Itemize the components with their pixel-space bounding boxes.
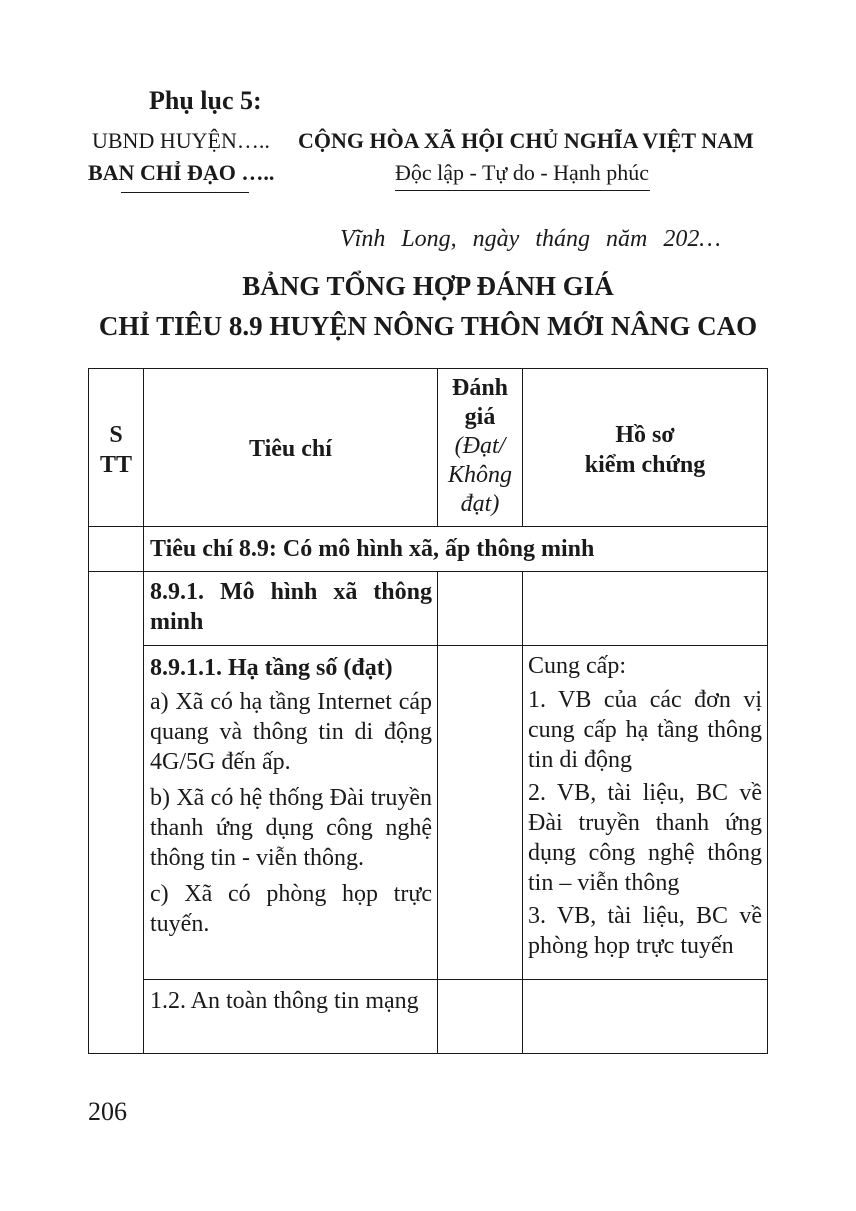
row2-criteria-b: b) Xã có hệ thống Đài truyền thanh ứng dụng công nghệ thông tin - viễn thông.: [150, 785, 432, 871]
header-evidence-line1: Hồ sơ: [615, 422, 675, 448]
header-evidence-line2: kiểm chứng: [584, 452, 706, 478]
issuing-committee: BAN CHỈ ĐẠO …..: [88, 160, 275, 185]
row1-criteria: 8.9.1. Mô hình xã thông minh: [150, 579, 432, 635]
row3-evidence-cell: [522, 979, 768, 1054]
row3-criteria: 1.2. An toàn thông tin mạng: [150, 988, 419, 1014]
page-number: 206: [88, 1097, 127, 1126]
header-stt: [88, 420, 144, 480]
row2-criteria-a: a) Xã có hạ tầng Internet cáp quang và thông tin di động 4G/5G đến ấp.: [150, 689, 432, 775]
motto-underline: [395, 190, 650, 191]
row2-evidence: [528, 651, 762, 961]
row2-eval-cell[interactable]: [437, 645, 523, 980]
header-eval-line2: giá: [464, 404, 496, 430]
row2-evidence-3: 3. VB, tài liệu, BC về phòng họp trực tuyến: [528, 903, 762, 959]
section-title: Tiêu chí 8.9: Có mô hình xã, ấp thông minh: [150, 536, 595, 562]
header-eval-line4: Không: [447, 462, 512, 488]
header-eval-line1: Đánh: [451, 375, 509, 401]
row1-evidence-cell: [522, 571, 768, 646]
header-evidence: [522, 420, 768, 480]
header-eval-line5: đạt): [460, 491, 500, 517]
header-stt-line1: S: [109, 422, 123, 448]
national-title: CỘNG HÒA XÃ HỘI CHỦ NGHĨA VIỆT NAM: [298, 128, 754, 153]
body-stt-cell: [88, 571, 144, 1054]
row1-eval-cell[interactable]: [437, 571, 523, 646]
row2-evidence-intro: Cung cấp:: [528, 653, 626, 679]
section-stt-cell: [88, 526, 144, 572]
row2-criteria-c: c) Xã có phòng họp trực tuyến.: [150, 881, 432, 937]
header-stt-line2: TT: [99, 452, 132, 478]
row2-evidence-2: 2. VB, tài liệu, BC về Đài truyền thanh ứng dụng công nghệ thông tin – viễn thông: [528, 780, 762, 896]
header-eval-line3: (Đạt/: [454, 433, 506, 459]
header-eval: [437, 374, 523, 519]
issuing-authority: UBND HUYỆN…..: [92, 128, 270, 153]
row2-evidence-1: 1. VB của các đơn vị cung cấp hạ tầng thông tin di động: [528, 687, 762, 773]
row2-criteria-heading: 8.9.1.1. Hạ tầng số (đạt): [150, 655, 393, 681]
header-criteria: Tiêu chí: [249, 436, 332, 462]
document-title-line2: CHỈ TIÊU 8.9 HUYỆN NÔNG THÔN MỚI NÂNG CAO: [98, 311, 758, 341]
row2-criteria: [150, 653, 432, 939]
national-motto: Độc lập - Tự do - Hạnh phúc: [395, 160, 650, 185]
document-title-line1: BẢNG TỔNG HỢP ĐÁNH GIÁ: [242, 271, 614, 301]
committee-underline: [121, 192, 249, 193]
place-date-line: Vĩnh Long, ngày tháng năm 202…: [340, 226, 721, 252]
appendix-label: Phụ lục 5:: [149, 86, 262, 115]
row3-eval-cell[interactable]: [437, 979, 523, 1054]
